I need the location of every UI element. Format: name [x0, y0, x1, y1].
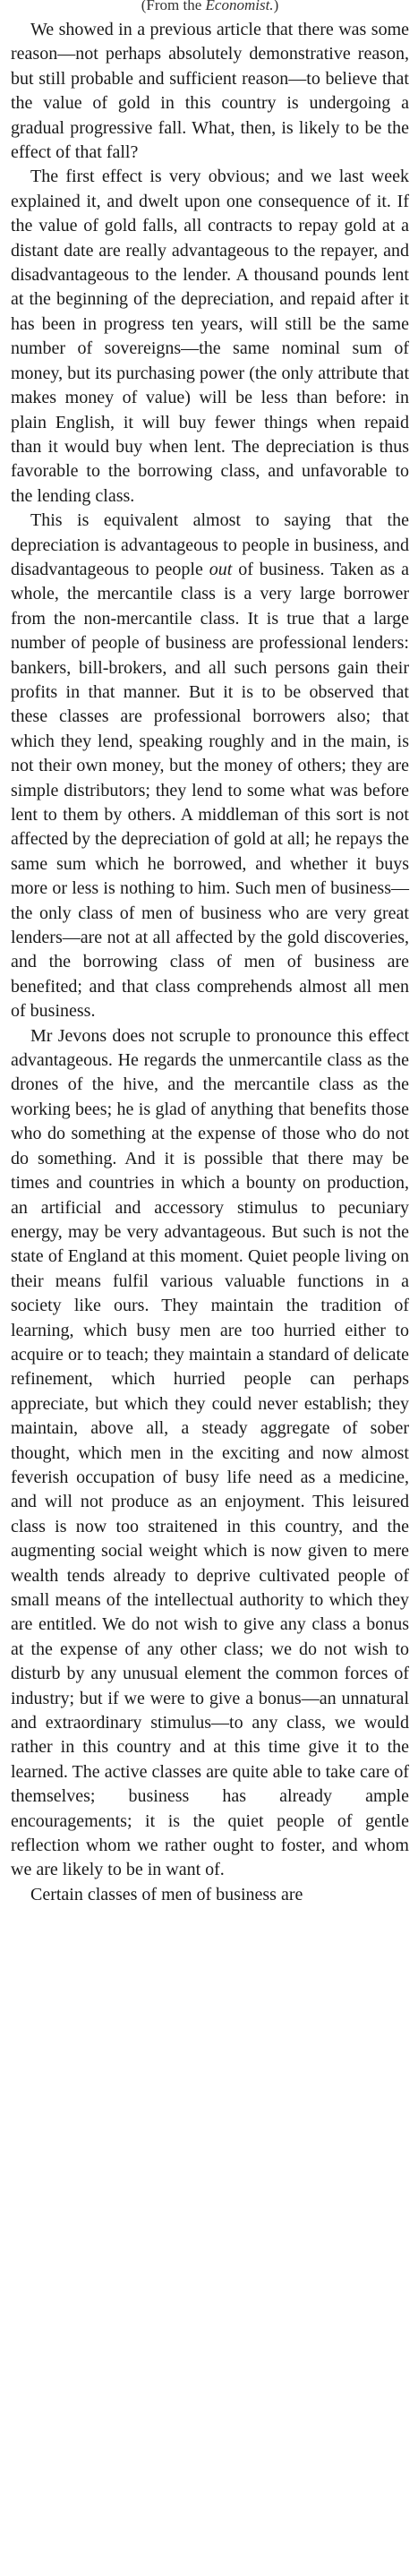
source-prefix: (From the — [141, 0, 206, 13]
source-line — [11, 0, 409, 14]
paragraph — [11, 1883, 409, 1907]
paragraph-text: of business. Taken as a whole, the mercantile class is a very large borrower from the non-mercantile class. It is true that a large number of people of business are professional lenders: bankers, bill-brokers, and all such persons gain their profits in that manner. But it is to be observed that these classes are professional borrowers also; that which they lend, speaking roughly and in the main, is not their own money, but the money of others; they are simple distributors; they lend to some what was before lent to them by others. A middleman of this sort is not affected by the depreciation of gold at all; he repays the same sum which he borrowed, and whether it buys more or less is nothing to him. Such men of business—the only class of men of business who are very great lenders—are not at all affected by the gold discoveries, and the borrowing class of men of business are benefited; and that class comprehends almost all men of business. — [11, 559, 409, 1022]
paragraph-text: Certain classes of men of business are — [30, 1884, 303, 1904]
paragraph — [11, 509, 409, 1024]
paragraph-emphasis: out — [209, 559, 233, 579]
source-publication: Economist. — [205, 0, 274, 13]
paragraph — [11, 1024, 409, 1883]
paragraph-text: The first effect is very obvious; and we last week explained it, and dwelt upon one consequence of it. If the value of gold falls, all contracts to repay gold at a distant date are really advantageous to the repayer, and disadvantageous to the lender. A thousand pounds lent at the beginning of the depreciation, and repaid after it has been in progress ten years, will still be the same number of sovereigns—the same nominal sum of money, but its purchasing power (the only attribute that makes money of value) will be less than before: in plain English, it will buy fewer things when repaid than it would buy when lent. The depreciation is thus favorable to the borrowing class, and unfavorable to the lending class. — [11, 167, 409, 506]
paragraph-text: This is equivalent almost to saying that the depreciation is advantageous to people in business, and disadvantageous to people — [11, 510, 409, 579]
paragraph — [11, 18, 409, 165]
paragraph — [11, 165, 409, 509]
paragraph-text: Mr Jevons does not scruple to pronounce this effect advantageous. He regards the unmercantile class as the drones of the hive, and the mercantile class as the working bees; he is glad of anything that benefits those who do something at the expense of those who do not do something. And it is possible that there may be times and countries in which a bounty on production, an artificial and accessory stimulus to pecuniary energy, may be very advantageous. But such is not the state of England at this moment. Quiet people living on their means fulfil various valuable functions in a society like ours. They maintain the tradition of learning, which busy men are too hurried either to acquire or to teach; they maintain a standard of delicate refinement, which hurried people can perhaps appreciate, but which they could never establish; they maintain, above all, a steady aggregate of sober thought, which men in the exciting and now almost feverish occupation of busy life need as a medicine, and will not produce as an enjoyment. This leisured class is now too straitened in this country, and the augmenting social weight which is now given to mere wealth tends already to deprive cultivated people of small means of the intellectual authority to which they are entitled. We do not wish to give any class a bonus at the expense of any other class; we do not wish to disturb by any unusual element the common forces of industry; but if we were to give a bonus—an unnatural and extraordinary stimulus—to any class, we would rather in this country and at this time give it to the learned. The active classes are quite able to take care of themselves; business has already ample encouragements; it is the quiet people of gentle reflection whom we rather ought to foster, and whom we are likely to be in want of. — [11, 1025, 409, 1880]
source-suffix: ) — [273, 0, 279, 13]
paragraph-text: We showed in a previous article that there was some reason—not perhaps absolutely demonstrative reason, but still probable and sufficient reason—to believe that the value of gold in this country is undergoing a gradual progressive fall. What, then, is likely to be the effect of that fall? — [11, 20, 409, 163]
